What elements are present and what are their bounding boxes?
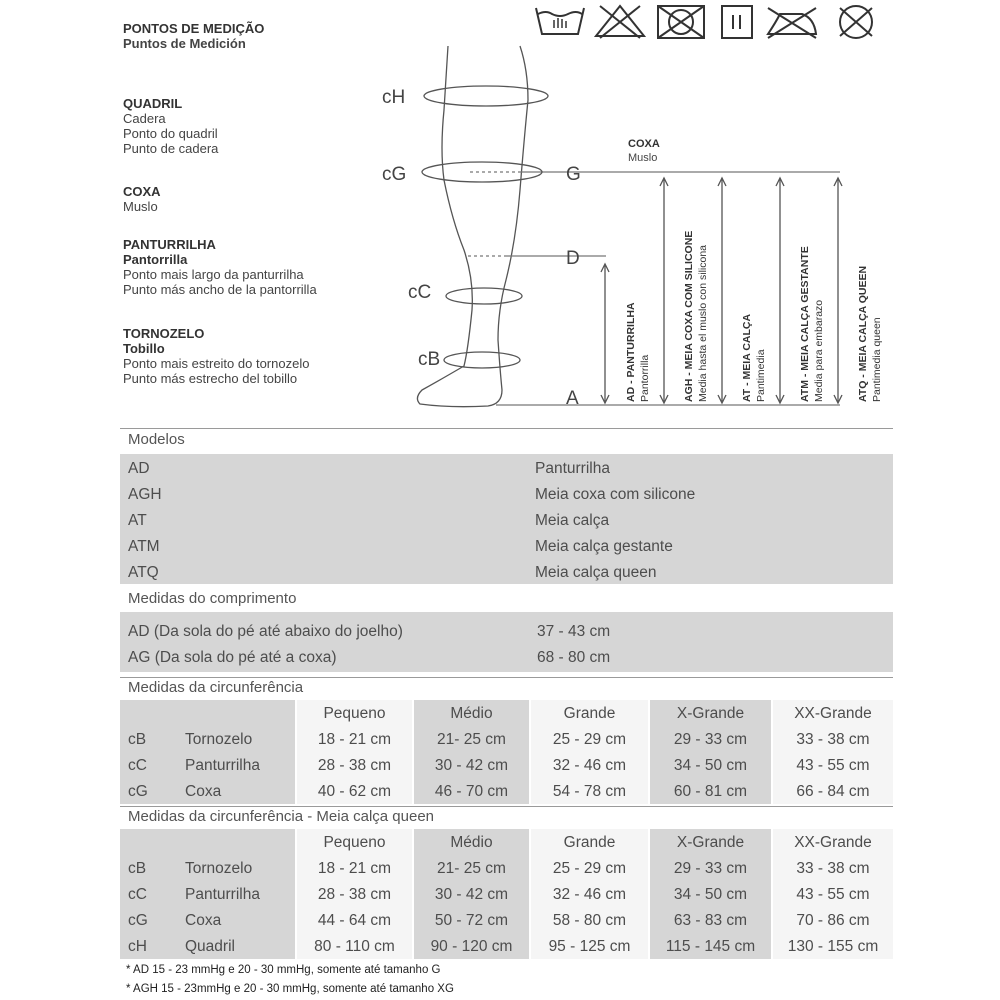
table-cell: 21- 25 cm bbox=[437, 731, 506, 748]
legend-quadril-line: Punto de cadera bbox=[123, 141, 219, 156]
table-cell: 70 - 86 cm bbox=[796, 912, 870, 929]
table-cell: 25 - 29 cm bbox=[552, 731, 627, 748]
point-label-ch: cH bbox=[382, 87, 406, 108]
measure-sub-atm: Media para embarazo bbox=[813, 299, 825, 402]
table-cell: 50 - 72 cm bbox=[434, 912, 509, 929]
table-cell: 58 - 80 cm bbox=[552, 912, 627, 929]
modelo-name: Meia calça queen bbox=[535, 564, 657, 581]
table-cell: 40 - 62 cm bbox=[317, 783, 392, 800]
modelo-name: Meia coxa com silicone bbox=[535, 486, 696, 503]
table-cell: 43 - 55 cm bbox=[796, 886, 870, 903]
comprimento-value: 37 - 43 cm bbox=[537, 623, 611, 640]
table-cell: 34 - 50 cm bbox=[673, 886, 748, 903]
table-cell: 80 - 110 cm bbox=[314, 938, 395, 955]
coxa-label-title: COXA bbox=[628, 138, 660, 150]
legend-panturrilha-sub: Pantorrilla bbox=[123, 252, 188, 267]
no-bleach-icon bbox=[596, 6, 644, 38]
footnote: * AGH 15 - 23mmHg e 20 - 30 mmHg, somente até tamanho XG bbox=[126, 983, 454, 995]
size-header: XX-Grande bbox=[794, 705, 872, 722]
table-cell: 34 - 50 cm bbox=[673, 757, 748, 774]
section-title-comprimento: Medidas do comprimento bbox=[128, 590, 297, 607]
table-cell: 18 - 21 cm bbox=[317, 860, 392, 877]
legend-quadril-line: Cadera bbox=[123, 111, 166, 126]
table-cell: 30 - 42 cm bbox=[434, 757, 509, 774]
table-cell: 43 - 55 cm bbox=[796, 757, 870, 774]
legend-tornozelo-line: Ponto mais estreito do tornozelo bbox=[123, 356, 310, 371]
table-cell: 44 - 64 cm bbox=[317, 912, 392, 929]
measure-label-atq: ATQ - MEIA CALÇA QUEEN bbox=[857, 265, 869, 402]
legend-coxa-title: COXA bbox=[123, 184, 161, 199]
modelo-code: AGH bbox=[128, 486, 162, 503]
table-cell: 29 - 33 cm bbox=[673, 860, 748, 877]
size-header: Grande bbox=[563, 705, 616, 722]
measure-label-ad: AD - PANTURRILHA bbox=[625, 302, 637, 402]
care-icons bbox=[530, 0, 900, 44]
letter-g: G bbox=[566, 164, 581, 185]
no-tumble-dry-icon bbox=[658, 6, 704, 38]
table-cell: 32 - 46 cm bbox=[552, 886, 627, 903]
size-header: Pequeno bbox=[323, 705, 386, 722]
row-code: cH bbox=[128, 938, 147, 955]
modelo-code: ATM bbox=[128, 538, 160, 555]
measure-sub-agh: Media hasta el muslo con silicona bbox=[697, 245, 709, 402]
table-cell: 115 - 145 cm bbox=[665, 938, 756, 955]
size-header: XX-Grande bbox=[794, 834, 872, 851]
table-cell: 54 - 78 cm bbox=[552, 783, 627, 800]
legend-header bbox=[123, 21, 264, 51]
row-code: cC bbox=[128, 757, 147, 774]
dry-flat-icon bbox=[722, 6, 752, 38]
modelo-code: AD bbox=[128, 460, 150, 477]
comprimento-label: AG (Da sola do pé até a coxa) bbox=[128, 649, 337, 666]
table-cell: 66 - 84 cm bbox=[796, 783, 870, 800]
table-cell: 46 - 70 cm bbox=[434, 783, 509, 800]
measure-sub-ad: Pantorrilla bbox=[639, 354, 651, 402]
row-name: Coxa bbox=[185, 783, 222, 800]
row-code: cB bbox=[128, 860, 147, 877]
table-cell: 32 - 46 cm bbox=[552, 757, 627, 774]
letter-a: A bbox=[566, 388, 579, 409]
table-cell: 33 - 38 cm bbox=[796, 731, 870, 748]
size-header: X-Grande bbox=[676, 705, 745, 722]
size-header: Grande bbox=[563, 834, 616, 851]
legend-tornozelo-sub: Tobillo bbox=[123, 341, 165, 356]
table-cell: 95 - 125 cm bbox=[548, 938, 631, 955]
modelo-name: Meia calça gestante bbox=[535, 538, 673, 555]
size-header: Médio bbox=[450, 834, 493, 851]
table-cell: 28 - 38 cm bbox=[317, 757, 392, 774]
row-code: cG bbox=[128, 783, 148, 800]
point-label-cg: cG bbox=[382, 164, 407, 185]
footnote: * AD 15 - 23 mmHg e 20 - 30 mmHg, somente até tamanho G bbox=[126, 964, 441, 976]
table-cell: 29 - 33 cm bbox=[673, 731, 748, 748]
point-label-cc: cC bbox=[408, 282, 432, 303]
measure-label-at: AT - MEIA CALÇA bbox=[741, 313, 753, 402]
coxa-label-sub: Muslo bbox=[628, 152, 658, 164]
no-dry-clean-icon bbox=[840, 6, 872, 38]
modelo-code: ATQ bbox=[128, 564, 159, 581]
section-title-queen: Medidas da circunferência - Meia calça queen bbox=[128, 808, 434, 825]
legend-panturrilha bbox=[123, 237, 317, 297]
row-name: Coxa bbox=[185, 912, 222, 929]
modelo-code: AT bbox=[128, 512, 147, 529]
no-iron-icon bbox=[768, 8, 816, 38]
point-label-cb: cB bbox=[418, 349, 441, 370]
row-name: Quadril bbox=[185, 938, 235, 955]
comprimento-label: AD (Da sola do pé até abaixo do joelho) bbox=[128, 623, 403, 640]
measure-label-agh: AGH - MEIA COXA COM SILICONE bbox=[683, 230, 695, 402]
hand-wash-icon bbox=[536, 8, 584, 34]
modelo-name: Panturrilha bbox=[535, 460, 610, 477]
table-cell: 21- 25 cm bbox=[437, 860, 506, 877]
measure-sub-atq: Pantimedia queen bbox=[871, 317, 883, 402]
legend-tornozelo bbox=[123, 326, 309, 386]
row-name: Tornozelo bbox=[185, 731, 253, 748]
row-name: Panturrilha bbox=[185, 886, 260, 903]
legend-panturrilha-title: PANTURRILHA bbox=[123, 237, 216, 252]
row-code: cC bbox=[128, 886, 147, 903]
legend-tornozelo-line: Punto más estrecho del tobillo bbox=[123, 371, 298, 386]
table-cell: 63 - 83 cm bbox=[673, 912, 748, 929]
letter-d: D bbox=[566, 248, 580, 269]
divider bbox=[120, 428, 893, 429]
table-cell: 28 - 38 cm bbox=[317, 886, 392, 903]
table-cell: 25 - 29 cm bbox=[552, 860, 627, 877]
table-cell: 33 - 38 cm bbox=[796, 860, 870, 877]
leg-diagram bbox=[370, 40, 900, 420]
table-cell: 90 - 120 cm bbox=[430, 938, 513, 955]
legend-tornozelo-title: TORNOZELO bbox=[123, 326, 205, 341]
size-header: X-Grande bbox=[676, 834, 745, 851]
table-cell: 60 - 81 cm bbox=[673, 783, 748, 800]
comprimento-value: 68 - 80 cm bbox=[537, 649, 611, 666]
modelos-band bbox=[120, 454, 893, 584]
table-cell: 130 - 155 cm bbox=[787, 938, 879, 955]
legend-header-sub: Puntos de Medición bbox=[123, 36, 246, 51]
section-title-modelos: Modelos bbox=[128, 431, 185, 448]
legend-header-title: PONTOS DE MEDIÇÃO bbox=[123, 21, 265, 36]
row-code: cG bbox=[128, 912, 148, 929]
legend-coxa bbox=[123, 184, 161, 214]
legend-quadril bbox=[123, 96, 218, 156]
legend-panturrilha-line: Ponto mais largo da panturrilha bbox=[123, 267, 304, 282]
section-title-circ: Medidas da circunferência bbox=[128, 679, 304, 696]
legend-panturrilha-line: Punto más ancho de la pantorrilla bbox=[123, 282, 317, 297]
size-header: Médio bbox=[450, 705, 493, 722]
size-header: Pequeno bbox=[323, 834, 386, 851]
table-cell: 18 - 21 cm bbox=[317, 731, 392, 748]
row-code: cB bbox=[128, 731, 147, 748]
legend-coxa-line: Muslo bbox=[123, 199, 158, 214]
modelo-name: Meia calça bbox=[535, 512, 610, 529]
measure-sub-at: Pantimedia bbox=[755, 349, 767, 402]
legend-quadril-title: QUADRIL bbox=[123, 96, 183, 111]
table-cell: 30 - 42 cm bbox=[434, 886, 509, 903]
measure-label-atm: ATM - MEIA CALÇA GESTANTE bbox=[799, 246, 811, 402]
row-name: Tornozelo bbox=[185, 860, 253, 877]
legend-quadril-line: Ponto do quadril bbox=[123, 126, 218, 141]
row-name: Panturrilha bbox=[185, 757, 260, 774]
